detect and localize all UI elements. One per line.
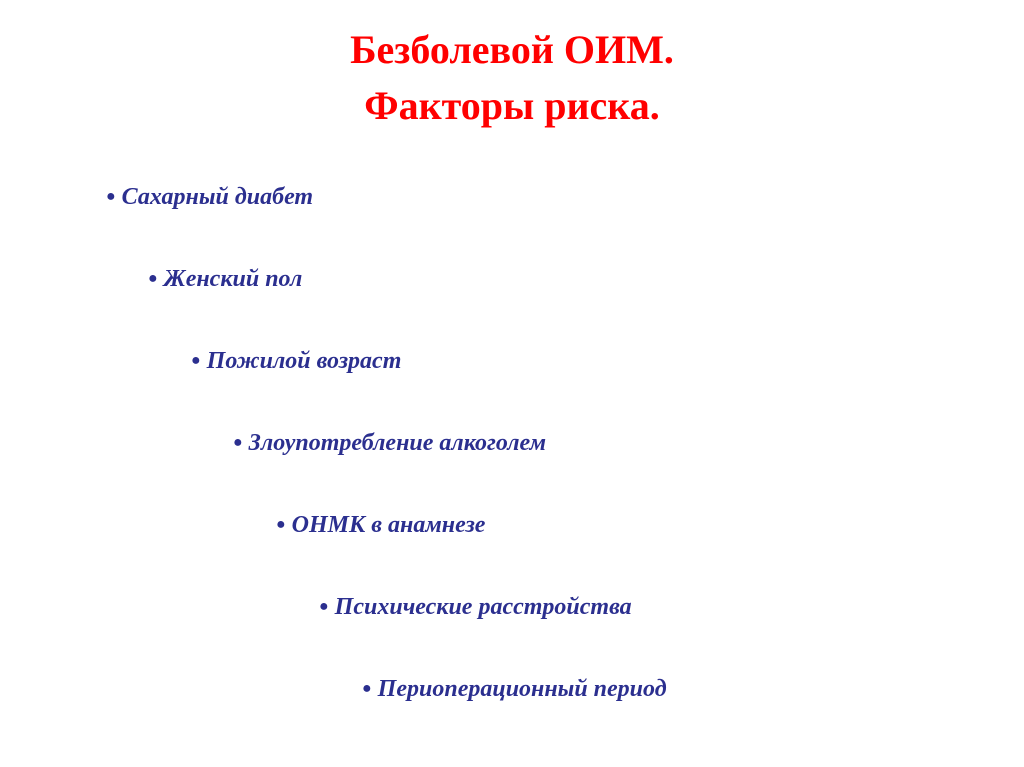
list-item — [233, 428, 546, 458]
bullet-icon: ● — [362, 680, 372, 697]
list-item-text: Женский пол — [163, 266, 303, 292]
list-item — [276, 510, 485, 540]
bullet-icon: ● — [276, 516, 286, 533]
list-item-text: Пожилой возраст — [206, 348, 402, 374]
bullet-icon: ● — [233, 434, 243, 451]
list-item-text: Сахарный диабет — [121, 184, 314, 210]
list-item-text: Психические расстройства — [334, 594, 632, 620]
title-line-2: Факторы риска. — [364, 83, 660, 128]
list-item — [148, 264, 302, 294]
list-item — [191, 346, 401, 376]
title-line-1: Безболевой ОИМ. — [350, 27, 674, 72]
list-item-text: Злоупотребление алкоголем — [248, 430, 547, 456]
list-item — [106, 182, 313, 212]
list-item — [319, 592, 632, 622]
bullet-icon: ● — [148, 270, 158, 287]
bullet-icon: ● — [191, 352, 201, 369]
list-item-text: Периоперационный период — [377, 676, 667, 702]
list-item — [362, 674, 667, 704]
bullet-icon: ● — [319, 598, 329, 615]
list-item-text: ОНМК в анамнезе — [291, 512, 486, 538]
bullet-icon: ● — [106, 188, 116, 205]
